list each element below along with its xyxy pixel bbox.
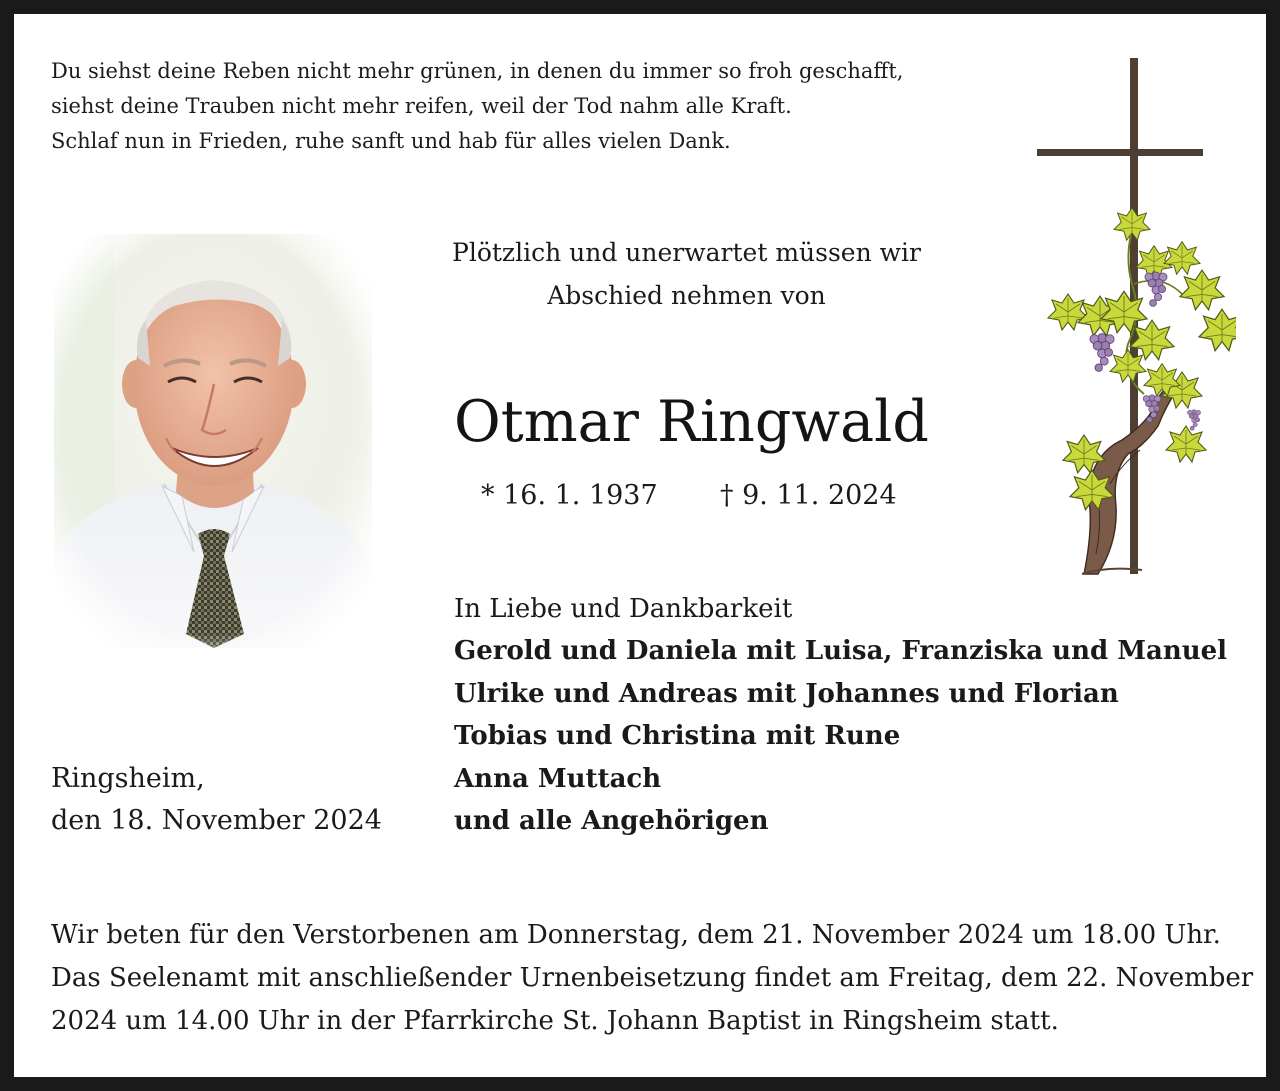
portrait-photo: [54, 234, 372, 648]
service-line-1: Wir beten für den Verstorbenen am Donnerstag, dem 21. November 2024 um 18.00 Uhr.: [51, 920, 1221, 950]
service-line-3: 2024 um 14.00 Uhr in der Pfarrkirche St. Johann Baptist in Ringsheim statt.: [51, 1006, 1059, 1036]
intro-text: [394, 231, 979, 317]
poem-line-2: siehst deine Trauben nicht mehr reifen, weil der Tod nahm alle Kraft.: [51, 94, 792, 118]
family-member: Tobias und Christina mit Rune: [454, 721, 901, 752]
poem-verse: [51, 54, 1011, 159]
family-member: Anna Muttach: [454, 763, 662, 794]
place-date: den 18. November 2024: [51, 805, 382, 837]
poem-line-1: Du siehst deine Reben nicht mehr grünen, in denen du immer so froh geschafft,: [51, 59, 904, 83]
death-date: † 9. 11. 2024: [720, 480, 897, 511]
family-member: Ulrike und Andreas mit Johannes und Florian: [454, 678, 1119, 709]
service-info: [51, 914, 1254, 1043]
place-and-date: [51, 758, 382, 843]
service-line-2: Das Seelenamt mit anschließender Urnenbeisetzung findet am Freitag, dem 22. November: [51, 963, 1254, 993]
deceased-name: Otmar Ringwald: [454, 389, 929, 455]
poem-line-3: Schlaf nun in Frieden, ruhe sanft und hab für alles vielen Dank.: [51, 129, 731, 153]
family-signatures: [454, 588, 1254, 842]
intro-line-1: Plötzlich und unerwartet müssen wir: [452, 238, 921, 267]
family-member: Gerold und Daniela mit Luisa, Franziska und Manuel: [454, 636, 1228, 667]
family-member: und alle Angehörigen: [454, 806, 769, 837]
family-intro: In Liebe und Dankbarkeit: [454, 594, 793, 624]
cross-with-vine-icon: [1032, 54, 1236, 576]
intro-line-2: Abschied nehmen von: [547, 281, 826, 310]
obituary-card: [14, 14, 1266, 1077]
birth-date: * 16. 1. 1937: [481, 480, 658, 511]
place-city: Ringsheim,: [51, 763, 205, 794]
